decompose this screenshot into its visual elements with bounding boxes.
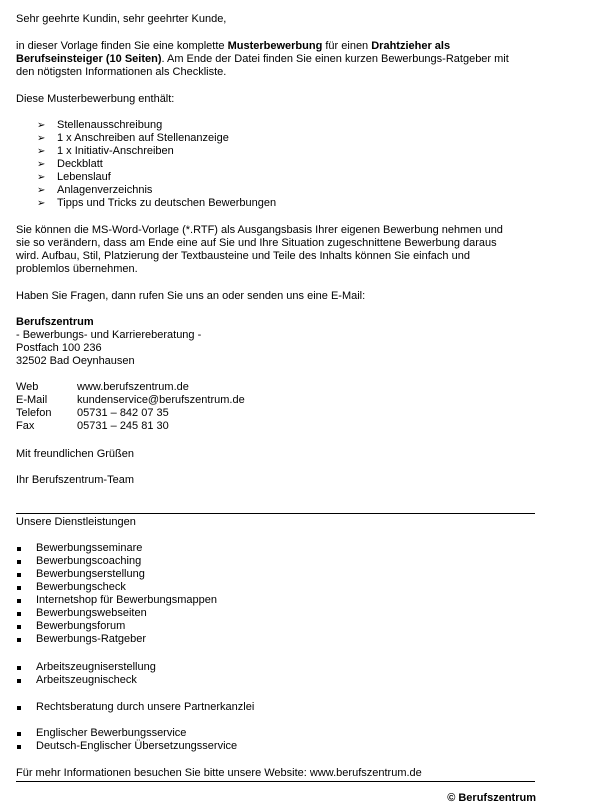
list-item: Bewerbungswebseiten xyxy=(16,607,536,620)
arrow-bullet-icon: ➢ xyxy=(37,198,46,209)
services-list-3 xyxy=(16,701,536,714)
square-bullet-icon xyxy=(17,666,21,670)
contact-block xyxy=(16,381,416,433)
intro-bold-3: Berufseinsteiger (10 Seiten) xyxy=(16,53,162,65)
contents-list xyxy=(16,119,536,210)
list-item: Englischer Bewerbungsservice xyxy=(16,727,536,740)
list-item: Arbeitszeugnischeck xyxy=(16,674,536,687)
copyright: © Berufszentrum xyxy=(447,792,536,804)
usage-line: wird. Aufbau, Stil, Platzierung der Textbausteine und Teile des Inhalts können Sie einfach und xyxy=(16,250,470,262)
list-item: ➢ 1 x Anschreiben auf Stellenanzeige xyxy=(37,132,229,144)
questions-text: Haben Sie Fragen, dann rufen Sie uns an oder senden uns eine E-Mail: xyxy=(16,290,366,302)
intro-text-1: in dieser Vorlage finden Sie eine komplette xyxy=(16,40,228,52)
signature: Ihr Berufszentrum-Team xyxy=(16,474,134,486)
square-bullet-icon xyxy=(17,599,21,603)
list-item: Bewerbungscheck xyxy=(16,581,536,594)
company-postbox: Postfach 100 236 xyxy=(16,342,102,354)
contains-heading: Diese Musterbewerbung enthält: xyxy=(16,93,175,105)
square-bullet-icon xyxy=(17,560,21,564)
fax-value: 05731 – 245 81 30 xyxy=(77,420,169,432)
square-bullet-icon xyxy=(17,586,21,590)
footer-divider xyxy=(16,781,535,782)
closing: Mit freundlichen Grüßen xyxy=(16,448,134,460)
intro-text-4: den nötigsten Informationen als Checkliste. xyxy=(16,66,227,78)
list-item: ➢ Anlagenverzeichnis xyxy=(37,184,153,196)
contact-email: E-Mail kundenservice@berufszentrum.de xyxy=(16,394,245,406)
list-item: ➢ Stellenausschreibung xyxy=(37,119,163,131)
square-bullet-icon xyxy=(17,625,21,629)
arrow-bullet-icon: ➢ xyxy=(37,120,46,131)
list-item: Deutsch-Englischer Übersetzungsservice xyxy=(16,740,536,753)
list-item: ➢ Lebenslauf xyxy=(37,171,111,183)
contact-fax: Fax 05731 – 245 81 30 xyxy=(16,420,169,432)
arrow-bullet-icon: ➢ xyxy=(37,133,46,144)
intro-paragraph xyxy=(16,40,509,79)
list-item: Arbeitszeugniserstellung xyxy=(16,661,536,674)
square-bullet-icon xyxy=(17,573,21,577)
usage-line: sie so verändern, dass am Ende eine auf Sie und Ihre Situation zugeschnittene Bewerbung daraus xyxy=(16,237,497,249)
square-bullet-icon xyxy=(17,679,21,683)
square-bullet-icon xyxy=(17,706,21,710)
list-item: Bewerbungscoaching xyxy=(16,555,536,568)
intro-bold-1: Musterbewerbung xyxy=(227,40,323,52)
list-item: Bewerbungserstellung xyxy=(16,568,536,581)
intro-text-3: . Am Ende der Datei finden Sie einen kurzen Bewerbungs-Ratgeber mit xyxy=(161,53,509,65)
intro-bold-2: Drahtzieher als xyxy=(371,40,451,52)
list-item: Bewerbungs-Ratgeber xyxy=(16,633,536,646)
intro-text-2: für einen xyxy=(322,40,372,52)
services-list-1 xyxy=(16,542,536,646)
list-item: Bewerbungsforum xyxy=(16,620,536,633)
arrow-bullet-icon: ➢ xyxy=(37,159,46,170)
square-bullet-icon xyxy=(17,745,21,749)
square-bullet-icon xyxy=(17,638,21,642)
contact-web: Web www.berufszentrum.de xyxy=(16,381,189,393)
usage-line: problemlos übernehmen. xyxy=(16,263,138,275)
list-item: ➢ 1 x Initiativ-Anschreiben xyxy=(37,145,174,157)
company-city: 32502 Bad Oeynhausen xyxy=(16,355,135,367)
more-info-text: Für mehr Informationen besuchen Sie bitte unsere Website: www.berufszentrum.de xyxy=(16,767,422,779)
salutation: Sehr geehrte Kundin, sehr geehrter Kunde, xyxy=(16,13,227,25)
company-tagline: - Bewerbungs- und Karriereberatung - xyxy=(16,329,202,341)
web-link[interactable]: www.berufszentrum.de xyxy=(77,381,189,393)
list-item: ➢ Tipps und Tricks zu deutschen Bewerbungen xyxy=(37,197,277,209)
square-bullet-icon xyxy=(17,612,21,616)
square-bullet-icon xyxy=(17,732,21,736)
services-list-4 xyxy=(16,727,536,753)
arrow-bullet-icon: ➢ xyxy=(37,172,46,183)
email-link[interactable]: kundenservice@berufszentrum.de xyxy=(77,394,245,406)
services-heading: Unsere Dienstleistungen xyxy=(16,516,136,528)
usage-paragraph xyxy=(16,224,503,276)
services-list-2 xyxy=(16,661,536,687)
arrow-bullet-icon: ➢ xyxy=(37,146,46,157)
list-item: Internetshop für Bewerbungsmappen xyxy=(16,594,536,607)
phone-value: 05731 – 842 07 35 xyxy=(77,407,169,419)
company-address xyxy=(16,316,201,368)
list-item: Rechtsberatung durch unsere Partnerkanzlei xyxy=(16,701,536,714)
arrow-bullet-icon: ➢ xyxy=(37,185,46,196)
list-item: ➢ Deckblatt xyxy=(37,158,103,170)
list-item: Bewerbungsseminare xyxy=(16,542,536,555)
square-bullet-icon xyxy=(17,547,21,551)
company-name: Berufszentrum xyxy=(16,316,94,328)
contact-phone: Telefon 05731 – 842 07 35 xyxy=(16,407,169,419)
section-divider xyxy=(16,513,535,514)
usage-line: Sie können die MS-Word-Vorlage (*.RTF) als Ausgangsbasis Ihrer eigenen Bewerbung nehmen und xyxy=(16,224,503,236)
